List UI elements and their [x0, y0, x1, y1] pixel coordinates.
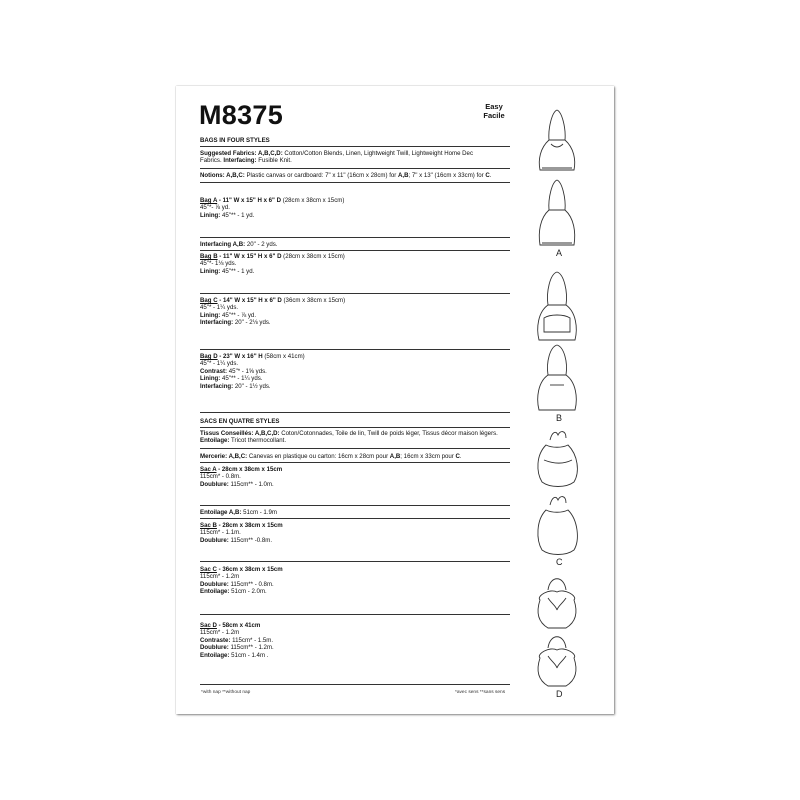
sac-a-dims: - 28cm x 38cm x 15cm — [216, 466, 283, 473]
tissus-label: Tissus Conseillés: A,B,C,D: — [200, 430, 280, 437]
sketch-bag-b-back — [538, 345, 577, 410]
interfacing-label: Interfacing: — [223, 157, 257, 165]
bag-a-block — [200, 197, 510, 219]
french-heading: SACS EN QUATRE STYLES — [200, 418, 280, 425]
sac-d-title: Sac D — [200, 622, 217, 629]
fabrics-label: Suggested Fabrics: A,B,C,D: — [200, 150, 283, 157]
yardage-line: Lining: 45"** - 1 yd. — [200, 211, 255, 219]
entoilage-ab-text: 51cm - 1.9m — [241, 509, 277, 516]
tissus-text: Coton/Cotonnades, Toile de lin, Twill de poids léger, Tissus décor maison légers. — [279, 430, 498, 437]
entoilage-text: Tricot thermocollant. — [229, 437, 287, 445]
yardage-line: 115cm* - 0.8m. — [200, 473, 241, 481]
notions-view-c: C — [485, 172, 490, 179]
bag-d-dims: - 23" W x 16" H — [217, 353, 263, 360]
divider — [200, 349, 510, 350]
bag-d-title: Bag D — [200, 353, 218, 360]
sketch-bag-d-front — [538, 579, 576, 628]
divider — [200, 237, 510, 238]
sac-d-block — [200, 622, 510, 659]
sketch-bag-c-back — [538, 497, 577, 555]
sac-c-block — [200, 566, 510, 596]
bag-a-metric: (28cm x 38cm x 15cm) — [281, 197, 345, 204]
interfacing-text: Fusible Knit. — [256, 157, 292, 165]
yardage-line: Contraste: 115cm* - 1.5m. — [200, 636, 274, 644]
mercerie-text: Canevas en plastique ou carton: 16cm x 28cm pour — [247, 453, 390, 460]
bag-d-metric: (58cm x 41cm) — [262, 353, 305, 360]
footnote-en: *with nap **without nap — [201, 690, 251, 695]
bag-d-block — [200, 353, 510, 390]
fabrics-text: Cotton/Cotton Blends, Linen, Lightweight Twill, Lightweight Home Dec — [282, 150, 473, 157]
yardage-line: Interfacing: 20" - 1½ yds. — [200, 382, 271, 390]
divider — [200, 448, 510, 449]
divider — [200, 614, 510, 615]
interfacing-ab-text: 20" - 2 yds. — [245, 241, 278, 248]
sac-b-block — [200, 522, 510, 544]
sac-a-block — [200, 466, 510, 488]
english-notions — [200, 172, 510, 179]
entoilage-label: Entoilage: — [200, 437, 230, 445]
divider — [200, 412, 510, 413]
view-label-d: D — [556, 689, 563, 699]
divider — [200, 427, 510, 428]
french-heading-block — [200, 418, 510, 425]
interfacing-ab — [200, 241, 510, 248]
french-notions — [200, 453, 510, 460]
sketch-bag-a-back — [539, 180, 574, 245]
yardage-line: Doublure: 115cm** - 1.0m. — [200, 480, 274, 488]
notions-end: . — [489, 172, 492, 179]
sac-d-dims: - 58cm x 41cm — [216, 622, 261, 629]
english-heading-block — [200, 137, 510, 144]
technical-sketches — [520, 100, 595, 710]
bag-b-title: Bag B — [200, 253, 218, 260]
divider — [200, 250, 510, 251]
footnote-fr: *avec sens **sans sens — [455, 690, 506, 695]
mercerie-end: . — [459, 453, 462, 460]
pattern-number: M8375 — [199, 100, 284, 130]
divider — [200, 168, 510, 169]
bag-a-dims: - 11" W x 15" H x 6" D — [217, 197, 282, 204]
view-label-a: A — [556, 248, 563, 258]
divider — [200, 146, 510, 147]
english-heading: BAGS IN FOUR STYLES — [200, 137, 270, 144]
view-label-b: B — [556, 413, 563, 423]
bag-c-metric: (36cm x 38cm x 15cm) — [281, 297, 346, 304]
yardage-line: 45"* - 1¼ yds. — [200, 304, 239, 312]
notions-text-mid: ; 7" x 13" (16cm x 33cm) for — [408, 172, 486, 179]
fabrics-text-2: Fabrics. — [200, 157, 224, 165]
entoilage-ab-label: Entoilage A,B: — [200, 509, 242, 516]
bag-c-block — [200, 297, 510, 327]
yardage-line: 45"* - 1¼ yds. — [200, 360, 239, 368]
mercerie-label: Mercerie: A,B,C: — [200, 453, 248, 460]
bag-a-title: Bag A — [200, 197, 218, 204]
yardage-line: 45"*- 1⅛ yds. — [200, 260, 237, 268]
interfacing-ab-label: Interfacing A,B: — [200, 241, 246, 248]
sac-a-title: Sac A — [200, 466, 217, 473]
divider — [200, 293, 510, 294]
notions-text: Plastic canvas or cardboard: 7" x 11" (16cm x 28cm) for — [244, 172, 399, 179]
divider — [200, 182, 510, 183]
divider — [200, 505, 510, 506]
bag-c-title: Bag C — [200, 297, 218, 304]
divider — [200, 684, 510, 685]
difficulty-label — [480, 102, 508, 120]
english-fabrics — [200, 150, 510, 165]
bag-b-metric: (28cm x 38cm x 15cm) — [281, 253, 345, 260]
sac-b-dims: - 28cm x 38cm x 15cm — [216, 522, 283, 529]
sketch-bag-c-front — [538, 432, 577, 487]
bag-b-block — [200, 253, 510, 275]
yardage-line: 115cm* - 1.2m — [200, 573, 240, 581]
mercerie-views-ab: A,B — [389, 453, 401, 460]
yardage-line: Doublure: 115cm** -0.8m. — [200, 536, 273, 544]
yardage-line: Doublure: 115cm** - 0.8m. — [200, 580, 274, 588]
yardage-line: 45"*- ⅞ yd. — [200, 204, 230, 212]
mercerie-view-c: C — [455, 453, 460, 460]
divider — [200, 518, 510, 519]
yardage-line: Lining: 45"** - 1¼ yds. — [200, 375, 263, 383]
difficulty-en: Easy — [485, 102, 503, 111]
yardage-line: Entoilage: 51cm - 2.0m. — [200, 588, 267, 596]
sketch-bag-d-back — [538, 637, 576, 686]
entoilage-ab — [200, 509, 510, 516]
view-label-c: C — [556, 557, 563, 567]
sketch-bag-b-front — [538, 272, 577, 340]
sac-c-title: Sac C — [200, 566, 217, 573]
mercerie-text-mid: ; 16cm x 33cm pour — [400, 453, 456, 460]
difficulty-fr: Facile — [483, 111, 505, 120]
yardage-line: Doublure: 115cm** - 1.2m. — [200, 644, 274, 652]
sketch-bag-a-front — [539, 110, 574, 170]
notions-label: Notions: A,B,C: — [200, 172, 245, 179]
divider — [200, 561, 510, 562]
bag-c-dims: - 14" W x 15" H x 6" D — [217, 297, 282, 304]
bag-b-dims: - 11" W x 15" H x 6" D — [217, 253, 282, 260]
french-fabrics — [200, 430, 510, 445]
divider — [200, 462, 510, 463]
yardage-line: 115cm* - 1.2m — [200, 629, 240, 637]
sac-c-dims: - 36cm x 38cm x 15cm — [216, 566, 283, 573]
sac-b-title: Sac B — [200, 522, 217, 529]
notions-views-ab: A,B — [398, 172, 409, 179]
yardage-line: Lining: 45"** - 1 yd. — [200, 267, 255, 275]
yardage-line: Lining: 45"** - ⅞ yd. — [200, 311, 257, 319]
yardage-line: Entoilage: 51cm - 1.4m . — [200, 651, 269, 659]
yardage-line: Interfacing: 20" - 2⅛ yds. — [200, 319, 271, 327]
yardage-line: 115cm* - 1.1m. — [200, 529, 241, 537]
yardage-line: Contrast: 45"* - 1⅝ yds. — [200, 367, 267, 375]
